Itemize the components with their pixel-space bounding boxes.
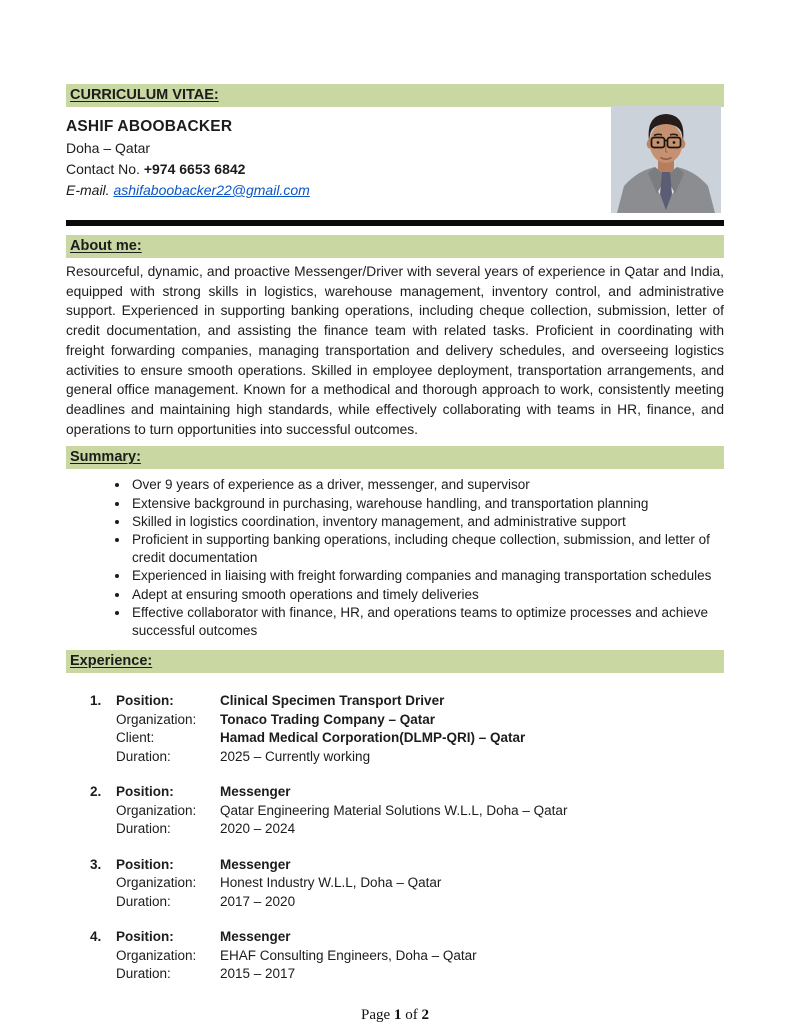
summary-banner xyxy=(66,446,724,469)
row-label: Position: xyxy=(116,856,174,872)
candidate-location: Doha – Qatar xyxy=(66,140,151,156)
row-label: Duration: xyxy=(116,821,171,837)
summary-bullet: • Effective collaborator with finance, HR, and operations teams to optimize processes and achieve successful outcomes xyxy=(130,604,724,640)
candidate-photo xyxy=(611,106,721,213)
organization-value: Tonaco Trading Company – Qatar xyxy=(220,711,436,727)
curriculum-vitae-banner xyxy=(66,84,724,107)
organization-value: EHAF Consulting Engineers, Doha – Qatar xyxy=(220,947,477,963)
experience-row xyxy=(90,802,724,821)
experience-row xyxy=(90,692,724,711)
experience-title: Experience: xyxy=(70,653,153,670)
summary-bullet: • Extensive background in purchasing, warehouse handling, and transportation planning xyxy=(130,495,724,513)
page-footer xyxy=(66,1007,724,1024)
entry-number: 1. xyxy=(90,693,102,709)
duration-value: 2015 – 2017 xyxy=(220,966,296,982)
summary-bullet: • Skilled in logistics coordination, inventory management, and administrative support xyxy=(130,513,724,531)
experience-entry-3 xyxy=(90,856,724,912)
row-label: Position: xyxy=(116,929,174,945)
footer-page-label: Page xyxy=(361,1006,391,1023)
position-value: Messenger xyxy=(220,856,291,872)
contact-number: +974 6653 6842 xyxy=(143,161,246,177)
summary-bullet: • Proficient in supporting banking operations, including cheque collection, submission, and letter of credit documentation xyxy=(130,531,724,567)
experience-entry-2 xyxy=(90,783,724,839)
about-me-title: About me: xyxy=(70,238,142,254)
experience-row xyxy=(90,820,724,839)
position-value: Clinical Specimen Transport Driver xyxy=(220,693,445,709)
experience-row xyxy=(90,947,724,966)
email-link[interactable]: ashifaboobacker22@gmail.com xyxy=(113,182,310,198)
experience-row xyxy=(90,928,724,947)
summary-list xyxy=(96,476,724,640)
row-label: Organization: xyxy=(116,802,197,818)
entry-number: 2. xyxy=(90,784,102,800)
row-label: Organization: xyxy=(116,947,197,963)
about-me-paragraph: Resourceful, dynamic, and proactive Messenger/Driver with several years of experience in Qatar and India, equipped with strong skills in logistics, warehouse management, inventory control, and administrative support. Experienced in supporting banking operations, including cheque collection, submission, letter of credit documentation, and assisting the finance team with related tasks. Proficient in coordinating with freight forwarding companies, managing transportation and delivery schedules, and overseeing logistics activities to ensure smooth operations. Skilled in employee deployment, transportation arrangements, and general office management. Known for a methodical and thorough approach to work, consistently meeting deadlines and maintaining high standards, while effectively collaborating with teams in HR, finance, and operations to turn opportunities into successful outcomes. xyxy=(66,264,724,437)
entry-number: 4. xyxy=(90,929,102,945)
position-value: Messenger xyxy=(220,784,291,800)
row-label: Organization: xyxy=(116,711,197,727)
footer-total-pages: 2 xyxy=(421,1006,429,1023)
organization-value: Honest Industry W.L.L, Doha – Qatar xyxy=(220,875,442,891)
candidate-name: ASHIF ABOOBACKER xyxy=(66,118,233,135)
experience-row xyxy=(90,874,724,893)
summary-bullet: • Experienced in liaising with freight forwarding companies and managing transportation schedules xyxy=(130,567,724,585)
header-identity-block xyxy=(66,107,724,215)
duration-value: 2017 – 2020 xyxy=(220,893,296,909)
email-label: E-mail. xyxy=(66,182,110,198)
row-label: Duration: xyxy=(116,748,171,764)
about-me-banner xyxy=(66,235,724,258)
entry-number: 3. xyxy=(90,856,102,872)
experience-entry-1 xyxy=(90,692,724,766)
contact-label: Contact No. xyxy=(66,161,140,177)
row-label: Duration: xyxy=(116,893,171,909)
footer-page-number: 1 xyxy=(393,1006,402,1023)
duration-value: 2025 – Currently working xyxy=(220,748,371,764)
experience-row xyxy=(90,783,724,802)
position-value: Messenger xyxy=(220,929,291,945)
row-label: Position: xyxy=(116,693,174,709)
footer-of-label: of xyxy=(405,1006,418,1023)
duration-value: 2020 – 2024 xyxy=(220,821,296,837)
experience-entries xyxy=(90,692,724,984)
row-label: Duration: xyxy=(116,966,171,982)
row-label: Organization: xyxy=(116,875,197,891)
portrait-illustration xyxy=(611,106,721,213)
experience-row xyxy=(90,711,724,730)
summary-bullet: • Adept at ensuring smooth operations and timely deliveries xyxy=(130,586,724,604)
section-divider xyxy=(66,220,724,226)
experience-banner xyxy=(66,650,724,673)
experience-row xyxy=(90,729,724,748)
organization-value: Qatar Engineering Material Solutions W.L.L, Doha – Qatar xyxy=(220,802,568,818)
summary-bullet: • Over 9 years of experience as a driver, messenger, and supervisor xyxy=(130,476,724,494)
row-label: Client: xyxy=(116,730,155,746)
experience-row xyxy=(90,965,724,984)
curriculum-vitae-title: CURRICULUM VITAE: xyxy=(70,87,219,103)
experience-row xyxy=(90,893,724,912)
summary-title: Summary: xyxy=(70,449,141,466)
experience-row xyxy=(90,748,724,767)
client-value: Hamad Medical Corporation(DLMP-QRI) – Qatar xyxy=(220,730,526,746)
experience-row xyxy=(90,856,724,875)
row-label: Position: xyxy=(116,784,174,800)
experience-entry-4 xyxy=(90,928,724,984)
